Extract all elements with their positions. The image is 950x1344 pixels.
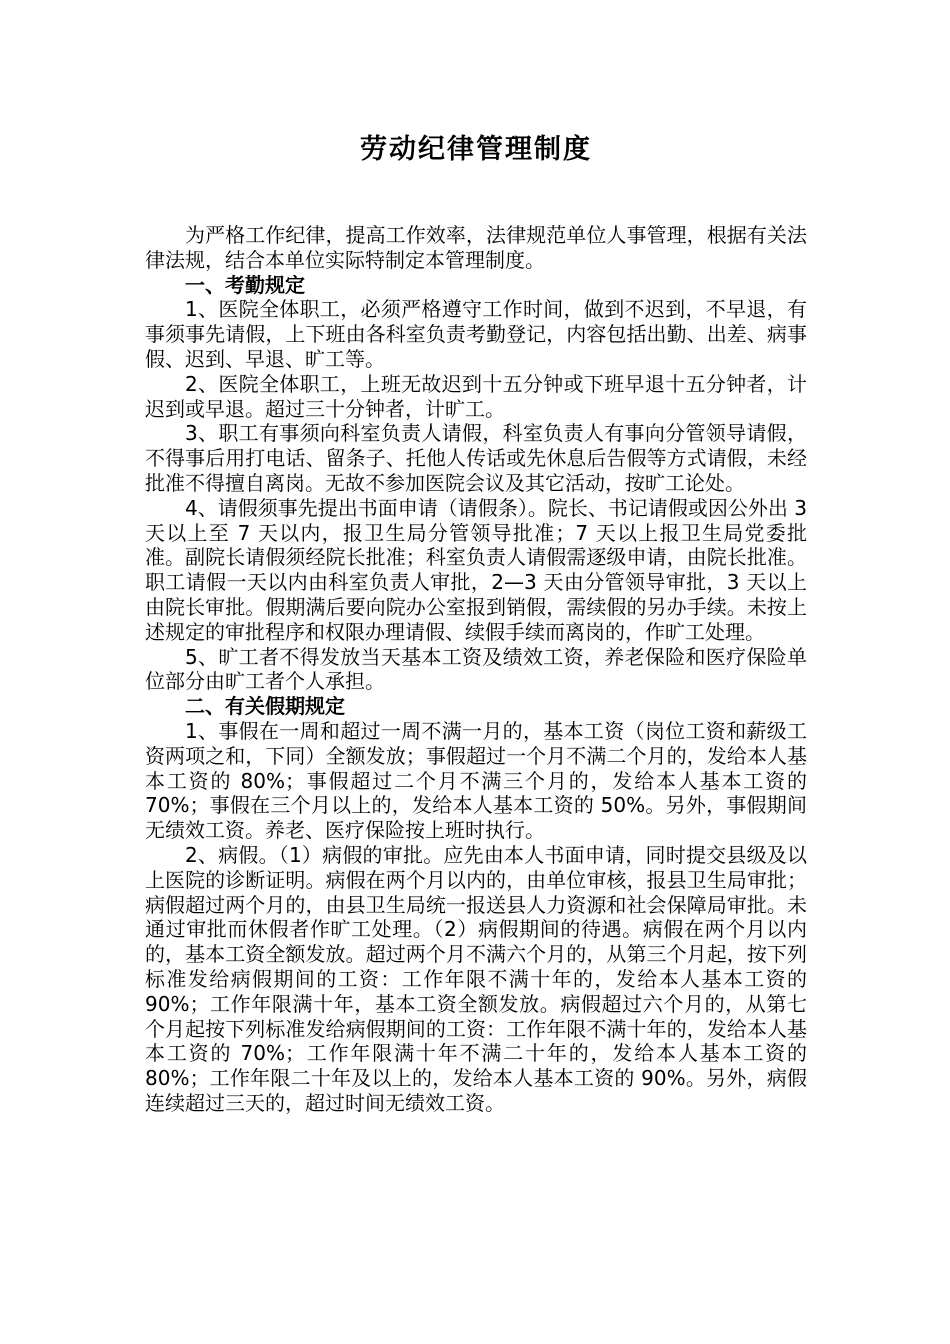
section-heading-leave: 二、有关假期规定 — [185, 694, 345, 719]
attendance-paragraph-2: 2、医院全体职工，上班无故迟到十五分钟或下班早退十五分钟者，计迟到或早退。超过三十分钟者，计旷工。 — [145, 371, 807, 421]
attendance-paragraph-3: 3、职工有事须向科室负责人请假，科室负责人有事向分管领导请假，不得事后用打电话、留条子、托他人传话或先休息后告假等方式请假，未经批准不得擅自离岗。无故不参加医院会议及其它活动，按旷工论处。 — [145, 421, 807, 495]
attendance-paragraph-4: 4、请假须事先提出书面申请（请假条）。院长、书记请假或因公外出 3 天以上至 7 天以内，报卫生局分管领导批准；7 天以上报卫生局党委批准。副院长请假须经院长批准；科室负责人请假需逐级申请，由院长批准。职工请假一天以内由科室负责人审批，2—3 天由分管领导审批，3 天以上由院长审批。假期满后要向院办公室报到销假，需续假的另办手续。未按上述规定的审批程序和权限办理请假、续假手续而离岗的，作旷工处理。 — [145, 495, 807, 644]
leave-paragraph-1: 1、事假在一周和超过一周不满一月的，基本工资（岗位工资和薪级工资两项之和，下同）全额发放；事假超过一个月不满二个月的，发给本人基本工资的 80%；事假超过二个月不满三个月的，发给本人基本工资的 70%；事假在三个月以上的，发给本人基本工资的 50%。另外，事假期间无绩效工资。养老、医疗保险按上班时执行。 — [145, 718, 807, 843]
document-title: 劳动纪律管理制度 — [360, 134, 592, 165]
attendance-paragraph-5: 5、旷工者不得发放当天基本工资及绩效工资，养老保险和医疗保险单位部分由旷工者个人承担。 — [145, 644, 807, 694]
document-body — [145, 223, 807, 1116]
intro-paragraph: 为严格工作纪律，提高工作效率，法律规范单位人事管理，根据有关法律法规，结合本单位实际特制定本管理制度。 — [145, 223, 807, 272]
attendance-paragraph-1: 1、医院全体职工，必须严格遵守工作时间，做到不迟到，不早退，有事须事先请假，上下班由各科室负责考勤登记，内容包括出勤、出差、病事假、迟到、早退、旷工等。 — [145, 297, 807, 371]
section-heading-attendance: 一、考勤规定 — [185, 272, 305, 297]
document-page — [145, 0, 807, 1344]
leave-paragraph-2: 2、病假。（1）病假的审批。应先由本人书面申请，同时提交县级及以上医院的诊断证明。病假在两个月以内的，由单位审核，报县卫生局审批；病假超过两个月的，由县卫生局统一报送县人力资源和社会保障局审批。未通过审批而休假者作旷工处理。（2）病假期间的待遇。病假在两个月以内的，基本工资全额发放。超过两个月不满六个月的，从第三个月起，按下列标准发给病假期间的工资：工作年限不满十年的，发给本人基本工资的 90%；工作年限满十年，基本工资全额发放。病假超过六个月的，从第七个月起按下列标准发给病假期间的工资：工作年限不满十年的，发给本人基本工资的 70%；工作年限满十年不满二十年的，发给本人基本工资的 80%；工作年限二十年及以上的，发给本人基本工资的 90%。另外，病假连续超过三天的，超过时间无绩效工资。 — [145, 842, 807, 1115]
